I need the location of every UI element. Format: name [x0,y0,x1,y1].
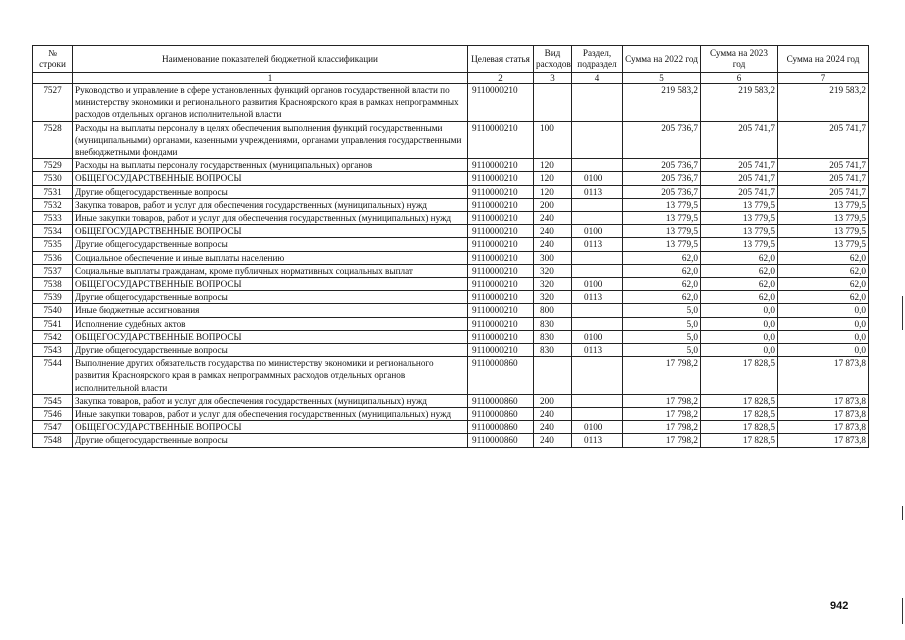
amount-2023: 62,0 [701,264,778,277]
row-number: 7542 [33,330,73,343]
row-number: 7545 [33,394,73,407]
amount-2023: 0,0 [701,344,778,357]
amount-2023: 205 741,7 [701,172,778,185]
budget-table [32,45,869,448]
table-row [33,330,869,343]
section-code: 0113 [572,185,623,198]
target-article: 9110000860 [468,408,534,421]
page-number: 942 [830,600,849,612]
row-number: 7527 [33,84,73,122]
expense-type: 200 [534,394,572,407]
amount-2023: 13 779,5 [701,212,778,225]
section-code: 0100 [572,278,623,291]
amount-2022: 17 798,2 [623,421,701,434]
amount-2022: 5,0 [623,344,701,357]
indicator-name: ОБЩЕГОСУДАРСТВЕННЫЕ ВОПРОСЫ [73,421,468,434]
expense-type: 830 [534,344,572,357]
table-row [33,434,869,447]
colnum-4: 4 [572,73,623,84]
section-code [572,212,623,225]
amount-2022: 62,0 [623,291,701,304]
amount-2023: 205 741,7 [701,121,778,159]
target-article: 9110000210 [468,198,534,211]
amount-2023: 13 779,5 [701,238,778,251]
target-article: 9110000860 [468,434,534,447]
amount-2023: 219 583,2 [701,84,778,122]
amount-2022: 5,0 [623,317,701,330]
row-number: 7547 [33,421,73,434]
target-article: 9110000210 [468,330,534,343]
section-code [572,304,623,317]
expense-type: 320 [534,278,572,291]
indicator-name: ОБЩЕГОСУДАРСТВЕННЫЕ ВОПРОСЫ [73,172,468,185]
table-row [33,121,869,159]
amount-2022: 5,0 [623,304,701,317]
amount-2024: 205 741,7 [778,185,869,198]
table-row [33,84,869,122]
table-row [33,317,869,330]
row-number: 7548 [33,434,73,447]
target-article: 9110000210 [468,251,534,264]
amount-2023: 17 828,5 [701,434,778,447]
indicator-name: Выполнение других обязательств государства по министерству экономики и регионального развития Красноярского края в рамках непрограммных расходов отдельных органов исполнительной власти [73,357,468,395]
header-2022: Сумма на 2022 год [623,46,701,73]
amount-2022: 13 779,5 [623,238,701,251]
indicator-name: Другие общегосударственные вопросы [73,291,468,304]
table-row [33,159,869,172]
indicator-name: Другие общегосударственные вопросы [73,238,468,251]
colnum-7: 7 [778,73,869,84]
section-code [572,394,623,407]
colnum-2: 2 [468,73,534,84]
row-number: 7528 [33,121,73,159]
indicator-name: ОБЩЕГОСУДАРСТВЕННЫЕ ВОПРОСЫ [73,278,468,291]
header-num: № строки [33,46,73,73]
amount-2022: 5,0 [623,330,701,343]
amount-2024: 0,0 [778,317,869,330]
amount-2024: 62,0 [778,264,869,277]
table-row [33,357,869,395]
section-code [572,264,623,277]
expense-type: 240 [534,434,572,447]
row-number: 7540 [33,304,73,317]
amount-2024: 62,0 [778,278,869,291]
colnum-3: 3 [534,73,572,84]
table-row [33,264,869,277]
indicator-name: Иные закупки товаров, работ и услуг для обеспечения государственных (муниципальных) нужд [73,212,468,225]
expense-type: 240 [534,408,572,421]
table-row [33,225,869,238]
section-code: 0113 [572,344,623,357]
target-article: 9110000210 [468,264,534,277]
column-number-row [33,73,869,84]
amount-2022: 62,0 [623,264,701,277]
expense-type: 120 [534,185,572,198]
indicator-name: Социальные выплаты гражданам, кроме публичных нормативных социальных выплат [73,264,468,277]
header-target: Целевая статья [468,46,534,73]
indicator-name: Исполнение судебных актов [73,317,468,330]
header-2024: Сумма на 2024 год [778,46,869,73]
amount-2023: 17 828,5 [701,408,778,421]
amount-2023: 0,0 [701,330,778,343]
expense-type [534,84,572,122]
indicator-name: Другие общегосударственные вопросы [73,344,468,357]
section-code: 0113 [572,238,623,251]
table-row [33,344,869,357]
indicator-name: Закупка товаров, работ и услуг для обеспечения государственных (муниципальных) нужд [73,198,468,211]
target-article: 9110000210 [468,159,534,172]
amount-2024: 205 741,7 [778,159,869,172]
indicator-name: Закупка товаров, работ и услуг для обеспечения государственных (муниципальных) нужд [73,394,468,407]
target-article: 9110000210 [468,185,534,198]
target-article: 9110000210 [468,291,534,304]
amount-2022: 205 736,7 [623,159,701,172]
colnum-1: 1 [73,73,468,84]
table-row [33,304,869,317]
expense-type: 320 [534,264,572,277]
budget-table-sheet [32,45,868,448]
row-number: 7531 [33,185,73,198]
expense-type: 830 [534,330,572,343]
row-number: 7543 [33,344,73,357]
section-code [572,408,623,421]
amount-2022: 13 779,5 [623,225,701,238]
expense-type: 240 [534,225,572,238]
amount-2023: 13 779,5 [701,225,778,238]
section-code: 0100 [572,421,623,434]
amount-2022: 62,0 [623,251,701,264]
amount-2023: 17 828,5 [701,394,778,407]
margin-mark [902,296,903,330]
target-article: 9110000860 [468,394,534,407]
indicator-name: Социальное обеспечение и иные выплаты населению [73,251,468,264]
section-code: 0100 [572,330,623,343]
amount-2024: 17 873,8 [778,434,869,447]
row-number: 7539 [33,291,73,304]
amount-2024: 17 873,8 [778,357,869,395]
row-number: 7529 [33,159,73,172]
amount-2022: 205 736,7 [623,121,701,159]
expense-type: 800 [534,304,572,317]
row-number: 7530 [33,172,73,185]
row-number: 7541 [33,317,73,330]
target-article: 9110000210 [468,225,534,238]
section-code: 0100 [572,172,623,185]
header-row [33,46,869,73]
target-article: 9110000210 [468,172,534,185]
table-row [33,394,869,407]
header-name: Наименование показателей бюджетной классификации [73,46,468,73]
amount-2023: 13 779,5 [701,198,778,211]
target-article: 9110000210 [468,212,534,225]
target-article: 9110000210 [468,317,534,330]
amount-2022: 205 736,7 [623,185,701,198]
indicator-name: Иные бюджетные ассигнования [73,304,468,317]
indicator-name: Расходы на выплаты персоналу в целях обеспечения выполнения функций государственными (муниципальными) органами, казенными учреждениями, органами управления государственными внебюджетными фондами [73,121,468,159]
amount-2024: 219 583,2 [778,84,869,122]
header-section: Раздел, подраздел [572,46,623,73]
amount-2023: 205 741,7 [701,159,778,172]
amount-2022: 13 779,5 [623,198,701,211]
row-number: 7534 [33,225,73,238]
table-row [33,172,869,185]
section-code: 0113 [572,291,623,304]
table-row [33,185,869,198]
expense-type [534,357,572,395]
header-type: Вид расходов [534,46,572,73]
amount-2023: 205 741,7 [701,185,778,198]
row-number: 7544 [33,357,73,395]
amount-2023: 62,0 [701,278,778,291]
expense-type: 200 [534,198,572,211]
amount-2022: 17 798,2 [623,434,701,447]
amount-2022: 17 798,2 [623,408,701,421]
row-number: 7532 [33,198,73,211]
amount-2024: 13 779,5 [778,212,869,225]
amount-2024: 62,0 [778,251,869,264]
target-article: 9110000210 [468,238,534,251]
table-row [33,198,869,211]
amount-2024: 17 873,8 [778,394,869,407]
target-article: 9110000210 [468,84,534,122]
section-code [572,121,623,159]
row-number: 7538 [33,278,73,291]
indicator-name: ОБЩЕГОСУДАРСТВЕННЫЕ ВОПРОСЫ [73,225,468,238]
amount-2024: 13 779,5 [778,238,869,251]
expense-type: 120 [534,159,572,172]
target-article: 9110000860 [468,357,534,395]
table-row [33,251,869,264]
target-article: 9110000210 [468,121,534,159]
target-article: 9110000210 [468,304,534,317]
amount-2022: 62,0 [623,278,701,291]
row-number: 7546 [33,408,73,421]
amount-2023: 62,0 [701,251,778,264]
expense-type: 240 [534,238,572,251]
section-code [572,198,623,211]
section-code: 0100 [572,225,623,238]
amount-2023: 0,0 [701,317,778,330]
amount-2024: 17 873,8 [778,408,869,421]
table-row [33,278,869,291]
section-code: 0113 [572,434,623,447]
amount-2024: 13 779,5 [778,198,869,211]
amount-2024: 205 741,7 [778,121,869,159]
expense-type: 120 [534,172,572,185]
indicator-name: Иные закупки товаров, работ и услуг для обеспечения государственных (муниципальных) нужд [73,408,468,421]
section-code [572,251,623,264]
expense-type: 240 [534,421,572,434]
section-code [572,84,623,122]
row-number: 7535 [33,238,73,251]
section-code [572,317,623,330]
indicator-name: Другие общегосударственные вопросы [73,434,468,447]
row-number: 7536 [33,251,73,264]
amount-2022: 13 779,5 [623,212,701,225]
colnum-blank [33,73,73,84]
table-row [33,238,869,251]
header-2023: Сумма на 2023 год [701,46,778,73]
amount-2024: 0,0 [778,344,869,357]
amount-2024: 0,0 [778,304,869,317]
table-row [33,291,869,304]
amount-2023: 62,0 [701,291,778,304]
margin-mark [902,598,903,624]
amount-2022: 219 583,2 [623,84,701,122]
colnum-5: 5 [623,73,701,84]
expense-type: 320 [534,291,572,304]
amount-2022: 205 736,7 [623,172,701,185]
indicator-name: Расходы на выплаты персоналу государственных (муниципальных) органов [73,159,468,172]
colnum-6: 6 [701,73,778,84]
table-row [33,421,869,434]
expense-type: 240 [534,212,572,225]
amount-2024: 17 873,8 [778,421,869,434]
amount-2022: 17 798,2 [623,357,701,395]
row-number: 7533 [33,212,73,225]
amount-2024: 205 741,7 [778,172,869,185]
amount-2024: 0,0 [778,330,869,343]
amount-2024: 13 779,5 [778,225,869,238]
margin-mark [902,506,903,520]
expense-type: 100 [534,121,572,159]
target-article: 9110000210 [468,344,534,357]
indicator-name: ОБЩЕГОСУДАРСТВЕННЫЕ ВОПРОСЫ [73,330,468,343]
amount-2023: 17 828,5 [701,357,778,395]
section-code [572,159,623,172]
expense-type: 300 [534,251,572,264]
target-article: 9110000860 [468,421,534,434]
section-code [572,357,623,395]
indicator-name: Руководство и управление в сфере установленных функций органов государственной власти по министерству экономики и регионального развития Красноярского края в рамках непрограммных расходов отдельных органов исполнительной власти [73,84,468,122]
amount-2023: 0,0 [701,304,778,317]
table-row [33,212,869,225]
table-row [33,408,869,421]
target-article: 9110000210 [468,278,534,291]
amount-2024: 62,0 [778,291,869,304]
amount-2022: 17 798,2 [623,394,701,407]
row-number: 7537 [33,264,73,277]
amount-2023: 17 828,5 [701,421,778,434]
expense-type: 830 [534,317,572,330]
indicator-name: Другие общегосударственные вопросы [73,185,468,198]
